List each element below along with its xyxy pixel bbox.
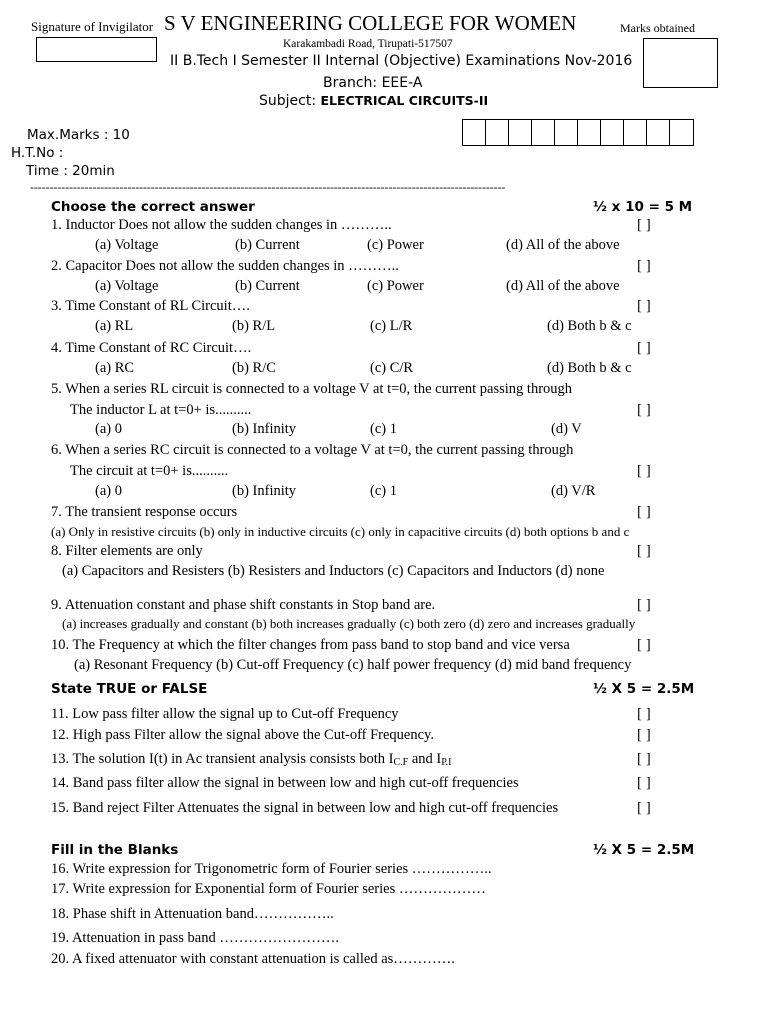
htno-digit-box[interactable] (647, 120, 670, 145)
q4-option-a: (a) RC (95, 360, 135, 376)
answer-bracket-12[interactable]: [ ] (637, 727, 651, 743)
q1-option-b: (b) Current (235, 237, 300, 253)
section-true-false-title: State TRUE or FALSE (51, 681, 208, 697)
q6-option-a: (a) 0 (95, 483, 122, 499)
htno-digit-box[interactable] (601, 120, 624, 145)
answer-bracket-15[interactable]: [ ] (637, 800, 651, 816)
htno-digit-box[interactable] (486, 120, 509, 145)
q1-option-c: (c) Power (367, 237, 424, 253)
q5-option-a: (a) 0 (95, 421, 122, 437)
time-label: Time : 20min (26, 163, 115, 179)
answer-bracket-11[interactable]: [ ] (637, 706, 651, 722)
htno-digit-box[interactable] (463, 120, 486, 145)
q4-option-c: (c) C/R (370, 360, 414, 376)
question-11: 11. Low pass filter allow the signal up to Cut-off Frequency (51, 706, 399, 722)
section-fill-blanks-title: Fill in the Blanks (51, 842, 179, 858)
answer-bracket-9[interactable]: [ ] (637, 597, 651, 613)
q3-option-c: (c) L/R (370, 318, 413, 334)
answer-bracket-4[interactable]: [ ] (637, 340, 651, 356)
question-5-continued: The inductor L at t=0+ is.......... (70, 402, 252, 418)
question-1: 1. Inductor Does not allow the sudden changes in ……….. (51, 217, 392, 233)
q5-option-c: (c) 1 (370, 421, 397, 437)
question-6-continued: The circuit at t=0+ is.......... (70, 463, 229, 479)
q4-option-d: (d) Both b & c (547, 360, 632, 376)
htno-entry-boxes[interactable] (462, 119, 694, 146)
question-17: 17. Write expression for Exponential form of Fourier series ……………… (51, 881, 486, 897)
htno-digit-box[interactable] (532, 120, 555, 145)
htno-digit-box[interactable] (555, 120, 578, 145)
q3-option-a: (a) RL (95, 318, 134, 334)
subject-value: ELECTRICAL CIRCUITS-II (320, 93, 489, 108)
question-3: 3. Time Constant of RL Circuit…. (51, 298, 250, 314)
subject-line (259, 93, 488, 109)
q3-option-d: (d) Both b & c (547, 318, 632, 334)
separator-rule: -------------------------------------------------------------------------------------------------------------------------- (30, 180, 506, 194)
q2-option-d: (d) All of the above (506, 278, 620, 294)
q10-options: (a) Resonant Frequency (b) Cut-off Frequency (c) half power frequency (d) mid band frequency (74, 657, 632, 673)
htno-label: H.T.No : (11, 145, 64, 161)
q6-option-c: (c) 1 (370, 483, 397, 499)
question-13-text: 13. The solution I(t) in Ac transient analysis consists both I (51, 751, 394, 767)
answer-bracket-13[interactable]: [ ] (637, 751, 651, 767)
college-name: S V ENGINEERING COLLEGE FOR WOMEN (164, 11, 577, 35)
htno-digit-box[interactable] (578, 120, 601, 145)
question-13 (51, 751, 452, 768)
q2-option-a: (a) Voltage (95, 278, 159, 294)
college-address: Karakambadi Road, Tirupati-517507 (283, 38, 453, 50)
branch-line (323, 75, 422, 91)
section-fill-blanks-marks: ½ X 5 = 2.5M (593, 842, 695, 858)
question-16: 16. Write expression for Trigonometric form of Fourier series …………….. (51, 861, 492, 877)
q9-options: (a) increases gradually and constant (b) both increases gradually (c) both zero (d) zero and increases gradually (62, 616, 636, 631)
question-12: 12. High pass Filter allow the signal above the Cut-off Frequency. (51, 727, 434, 743)
invigilator-label: Signature of Invigilator (31, 19, 154, 34)
answer-bracket-8[interactable]: [ ] (637, 543, 651, 559)
question-5: 5. When a series RL circuit is connected to a voltage V at t=0, the current passing through (51, 381, 573, 397)
htno-digit-box[interactable] (624, 120, 647, 145)
question-2: 2. Capacitor Does not allow the sudden changes in ……….. (51, 258, 399, 274)
marks-obtained-label: Marks obtained (620, 21, 695, 35)
max-marks: Max.Marks : 10 (27, 127, 130, 143)
answer-bracket-5[interactable]: [ ] (637, 402, 651, 418)
q7-options: (a) Only in resistive circuits (b) only in inductive circuits (c) only in capacitive circuits (d) both options b and c (51, 524, 630, 539)
q5-option-b: (b) Infinity (232, 421, 297, 437)
question-20: 20. A fixed attenuator with constant attenuation is called as…………. (51, 951, 455, 967)
htno-digit-box[interactable] (509, 120, 532, 145)
question-14: 14. Band pass filter allow the signal in between low and high cut-off frequencies (51, 775, 519, 791)
section-mcq-title: Choose the correct answer (51, 199, 255, 215)
question-15: 15. Band reject Filter Attenuates the signal in between low and high cut-off frequencies (51, 800, 559, 816)
section-mcq-marks: ½ x 10 = 5 M (593, 199, 693, 215)
answer-bracket-3[interactable]: [ ] (637, 298, 651, 314)
question-13-and: and I (408, 751, 442, 767)
answer-bracket-6[interactable]: [ ] (637, 463, 651, 479)
question-13-subscript-pi: P.I (441, 757, 452, 768)
q2-option-c: (c) Power (367, 278, 424, 294)
q6-option-d: (d) V/R (551, 483, 596, 499)
answer-bracket-14[interactable]: [ ] (637, 775, 651, 791)
answer-bracket-10[interactable]: [ ] (637, 637, 651, 653)
q3-option-b: (b) R/L (232, 318, 276, 334)
answer-bracket-7[interactable]: [ ] (637, 504, 651, 520)
question-13-subscript-cf: C.F (393, 757, 409, 768)
q1-option-d: (d) All of the above (506, 237, 620, 253)
question-7: 7. The transient response occurs (51, 504, 238, 520)
answer-bracket-1[interactable]: [ ] (637, 217, 651, 233)
answer-bracket-2[interactable]: [ ] (637, 258, 651, 274)
question-10: 10. The Frequency at which the filter changes from pass band to stop band and vice versa (51, 637, 570, 653)
question-19: 19. Attenuation in pass band ……………………. (51, 930, 339, 946)
section-true-false-marks: ½ X 5 = 2.5M (593, 681, 695, 697)
q2-option-b: (b) Current (235, 278, 300, 294)
exam-title: II B.Tech I Semester II Internal (Objective) Examinations Nov-2016 (170, 53, 633, 69)
question-6: 6. When a series RC circuit is connected to a voltage V at t=0, the current passing through (51, 442, 574, 458)
q6-option-b: (b) Infinity (232, 483, 297, 499)
q8-options: (a) Capacitors and Resisters (b) Resisters and Inductors (c) Capacitors and Inductors (d) none (62, 563, 605, 579)
question-9: 9. Attenuation constant and phase shift constants in Stop band are. (51, 597, 436, 613)
q5-option-d: (d) V (551, 421, 582, 437)
question-8: 8. Filter elements are only (51, 543, 203, 559)
question-4: 4. Time Constant of RC Circuit…. (51, 340, 252, 356)
subject-label: Subject: (259, 93, 321, 109)
q4-option-b: (b) R/C (232, 360, 276, 376)
marks-obtained-box[interactable] (643, 38, 718, 88)
branch-label: Branch: (323, 75, 382, 91)
q1-option-a: (a) Voltage (95, 237, 159, 253)
htno-digit-box[interactable] (670, 120, 693, 145)
question-18: 18. Phase shift in Attenuation band…………….. (51, 906, 334, 922)
branch-value: EEE-A (381, 75, 423, 91)
invigilator-signature-box[interactable] (36, 37, 157, 62)
